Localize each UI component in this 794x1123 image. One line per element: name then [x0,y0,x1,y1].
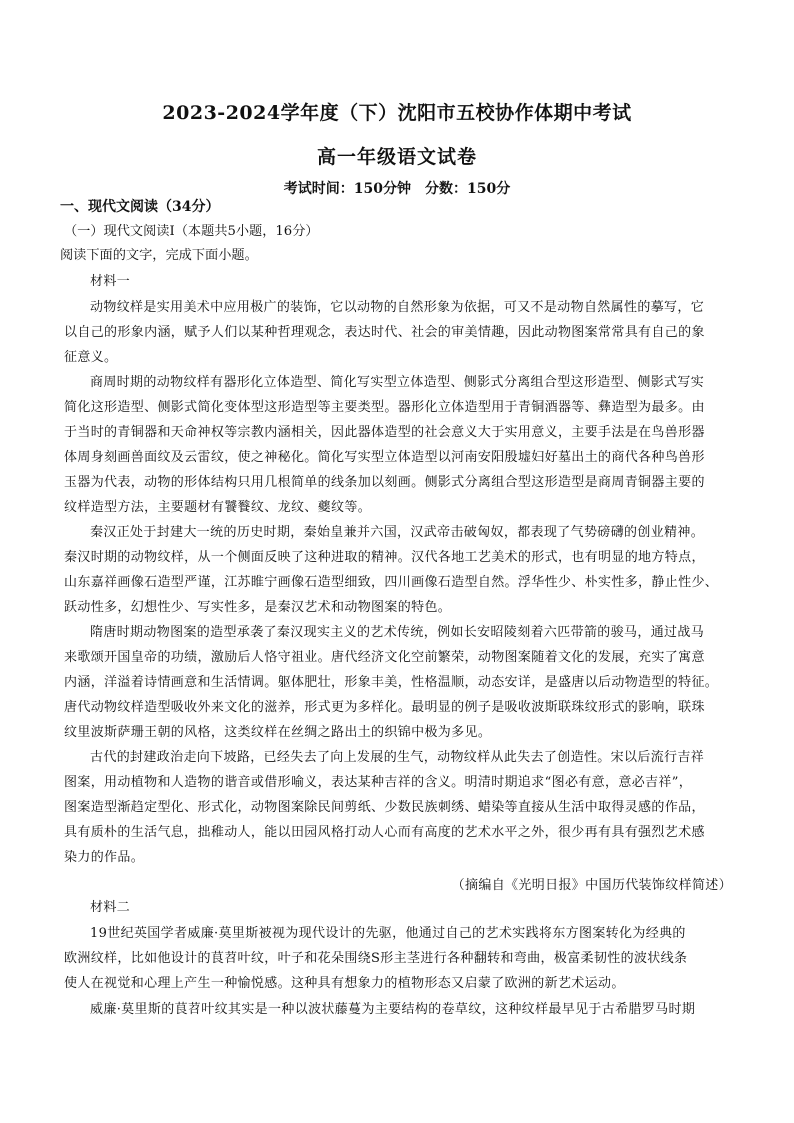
paragraph-line: 隋唐时期动物图案的造型承袭了秦汉现实主义的艺术传统，例如长安昭陵刻着六匹带箭的骏马，通过战马 [90,625,705,640]
paragraph-line: 于当时的青铜器和天命神权等宗教内涵相关，因此器体造型的社会意义大于实用意义，主要手法是在鸟兽形器 [64,425,705,440]
exam-title: 2023-2024学年度（下）沈阳市五校协作体期中考试 [162,102,632,124]
paragraph-line: 纹样造型方法，主要题材有饕餮纹、龙纹、夔纹等。 [64,500,372,515]
paragraph-line: 欧洲纹样，比如他设计的茛苕叶纹，叶子和花朵围绕S形主茎进行各种翻转和弯曲，极富柔韧性的波状线条 [64,951,688,966]
paragraph-line: 玉器为代表，动物的形体结构只用几根简单的线条加以刻画。侧影式分离组合型这形造型是商周青铜器主要的 [64,475,705,490]
paragraph-line: 纹里波斯萨珊王朝的风格，这类纹样在丝绸之路出土的织锦中极为多见。 [64,725,492,740]
paragraph-line: 图案，用动植物和人造物的谐音或借形喻义，表达某种吉祥的含义。明清时期追求“图必有意，意必吉祥”， [64,775,693,790]
paragraph-line: 体周身刻画兽面纹及云雷纹，使之神秘化。简化写实型立体造型以河南安阳殷墟妇好墓出土的商代各种鸟兽形 [64,450,705,465]
material-2-label: 材料二 [90,900,131,915]
paragraph-line: 秦汉时期的动物纹样，从一个侧面反映了这种进取的精神。汉代各地工艺美术的形式，也有明显的地方特点， [64,550,705,565]
paragraph-line: 山东嘉祥画像石造型严谨，江苏睢宁画像石造型细致，四川画像石造型自然。浮华性少、朴实性多，静止性少、 [64,575,719,590]
paragraph-line: 具有质朴的生活气息，拙稚动人，能以田园风格打动人心而有高度的艺术水平之外，很少再有具有强烈艺术感 [64,825,705,840]
paragraph-line: 使人在视觉和心理上产生一种愉悦感。这种具有想象力的植物形态又启蒙了欧洲的新艺术运动。 [64,976,625,991]
subsection-heading: （一）现代文阅读Ⅰ（本题共5小题，16分） [64,224,319,239]
paragraph-line: 商周时期的动物纹样有器形化立体造型、简化写实型立体造型、侧影式分离组合型这形造型、侧影式写实 [90,375,705,390]
paragraph-line: 威廉·莫里斯的茛苕叶纹其实是一种以波状藤蔓为主要结构的卷草纹，这种纹样最早见于古希腊罗马时期 [90,1002,696,1017]
material-1-label: 材料一 [90,274,131,289]
reading-instruction: 阅读下面的文字，完成下面小题。 [60,248,258,263]
paragraph-line: 秦汉正处于封建大一统的历史时期，秦始皇兼并六国，汉武帝击破匈奴，都表现了气势磅礴的创业精神。 [90,525,705,540]
paragraph-line: 简化这形造型、侧影式简化变体型这形造型等主要类型。器形化立体造型用于青铜酒器等、彝造型为最多。由 [64,400,705,415]
paragraph-line: 来歌颂开国皇帝的功绩，激励后人恪守祖业。唐代经济文化空前繁荣，动物图案随着文化的发展，充实了寓意 [64,650,705,665]
paragraph-line: 征意义。 [64,350,118,365]
paragraph-line: 19世纪英国学者威廉·莫里斯被视为现代设计的先驱，他通过自己的艺术实践将东方图案转化为经典的 [90,926,686,941]
paragraph-line: 跃动性多，幻想性少、写实性多，是秦汉艺术和动物图案的特色。 [64,600,452,615]
paragraph-line: 以自己的形象内涵，赋予人们以某种哲理观念，表达时代、社会的审美情趣，因此动物图案常常具有自己的象 [64,325,705,340]
section-heading: 一、现代文阅读（34分） [60,199,220,215]
material-1-source: （摘编自《光明日报》中国历代装饰纹样简述） [451,878,732,893]
paragraph-line: 图案造型渐趋定型化、形式化，动物图案除民间剪纸、少数民族刺绣、蜡染等直接从生活中取得灵感的作品， [64,800,705,815]
paragraph-line: 动物纹样是实用美术中应用极广的装饰，它以动物的自然形象为依据，可又不是动物自然属性的摹写，它 [90,300,705,315]
exam-info: 考试时间：150分钟 分数：150分 [283,181,511,197]
paper-subtitle: 高一年级语文试卷 [316,146,477,168]
paragraph-line: 内涵，洋溢着诗情画意和生活情调。躯体肥壮，形象丰美，性格温顺，动态安详，是盛唐以后动物造型的特征。 [64,675,719,690]
paragraph-line: 唐代动物纹样造型吸收外来文化的滋养，形式更为多样化。最明显的例子是吸收波斯联珠纹形式的影响，联珠 [64,700,705,715]
paragraph-line: 古代的封建政治走向下坡路，已经失去了向上发展的生气，动物纹样从此失去了创造性。宋以后流行吉祥 [90,750,705,765]
paragraph-line: 染力的作品。 [64,850,145,865]
